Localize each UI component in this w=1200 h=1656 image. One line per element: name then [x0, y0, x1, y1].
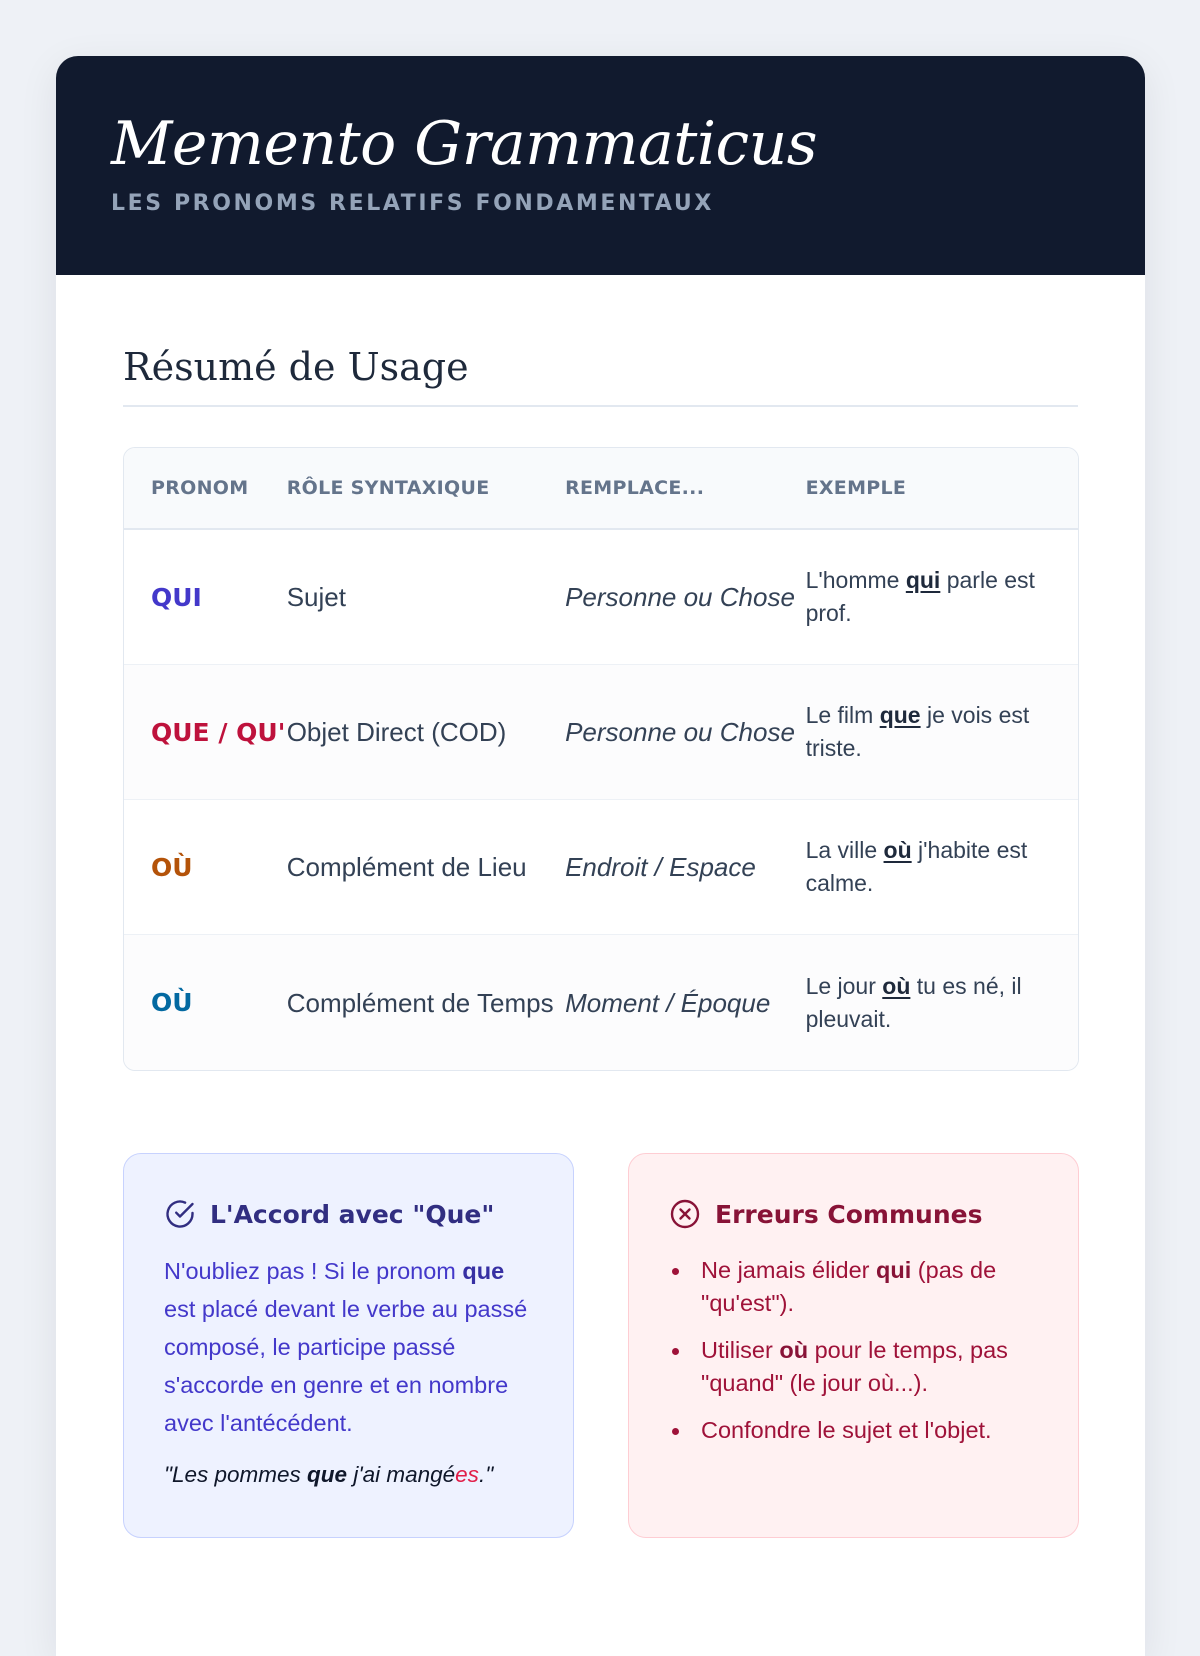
role-cell: Complément de Lieu	[286, 852, 527, 882]
list-item	[669, 1254, 1038, 1320]
error-text: Utiliser	[701, 1337, 780, 1363]
example-text: parle est prof.	[805, 567, 1035, 626]
column-header-remplace: REMPLACE...	[565, 477, 705, 499]
list-item	[669, 1334, 1038, 1400]
errors-title: Erreurs Communes	[715, 1199, 983, 1229]
exemple-cell	[806, 699, 1078, 765]
errors-list	[669, 1254, 1038, 1447]
column-header-pronom: PRONOM	[151, 477, 249, 499]
pronom-cell: OÙ	[151, 988, 193, 1017]
exemple-cell	[806, 834, 1078, 900]
table-row	[124, 800, 1078, 935]
pronom-cell: QUI	[151, 582, 202, 612]
example-pronoun: où	[882, 972, 911, 999]
role-cell: Sujet	[286, 582, 346, 612]
accord-text-part: N'oubliez pas ! Si le pronom	[164, 1258, 463, 1284]
quote-part: j'ai mangé	[347, 1462, 456, 1487]
accord-box	[123, 1153, 574, 1538]
example-pronoun: qui	[905, 567, 941, 593]
error-text: Ne jamais élider	[701, 1257, 877, 1283]
x-circle-icon	[669, 1198, 701, 1230]
example-pronoun: que	[879, 702, 921, 728]
errors-box-header	[669, 1196, 1038, 1232]
page-title: Memento Grammaticus	[111, 109, 818, 179]
table-row	[124, 530, 1078, 665]
accord-text-part: est placé devant le verbe au passé composé, le participe passé s'accorde en genre et en nombre avec l'antécédent.	[164, 1296, 528, 1436]
pronom-cell: OÙ	[151, 852, 193, 882]
list-item	[669, 1414, 1038, 1447]
role-cell: Objet Direct (COD)	[286, 717, 507, 747]
error-text: (pas de "qu'est").	[701, 1257, 997, 1316]
accord-title: L'Accord avec "Que"	[210, 1199, 495, 1229]
example-text: Le jour	[805, 972, 883, 999]
page-header	[56, 56, 1145, 275]
example-pronoun: où	[883, 837, 912, 863]
table-row	[124, 665, 1078, 800]
error-text: pour le temps, pas "quand" (le jour où...).	[701, 1337, 1008, 1396]
info-boxes	[123, 1153, 1079, 1538]
exemple-cell	[806, 564, 1078, 630]
example-text: L'homme	[805, 567, 906, 593]
exemple-cell	[806, 970, 1078, 1036]
error-bold: où	[779, 1337, 809, 1363]
quote-bold: que	[307, 1462, 348, 1487]
table-header	[124, 448, 1078, 530]
accord-box-header	[164, 1196, 533, 1232]
quote-accent: es	[455, 1462, 479, 1487]
accord-quote	[164, 1460, 533, 1490]
error-text: Confondre le sujet et l'objet.	[701, 1417, 992, 1443]
check-circle-icon	[164, 1198, 196, 1230]
column-header-role: RÔLE SYNTAXIQUE	[286, 477, 490, 499]
example-text: Le film	[805, 702, 880, 728]
example-text: La ville	[805, 837, 884, 863]
role-cell: Complément de Temps	[286, 987, 554, 1018]
quote-part: ."	[478, 1462, 494, 1487]
errors-box	[628, 1153, 1079, 1538]
remplace-cell: Moment / Époque	[565, 987, 771, 1018]
pronom-cell: QUE / QU'	[151, 717, 286, 747]
column-header-exemple: EXEMPLE	[805, 477, 907, 499]
remplace-cell: Personne ou Chose	[565, 717, 795, 747]
memento-card	[56, 56, 1145, 1656]
section-title: Résumé de Usage	[123, 345, 1078, 407]
remplace-cell: Personne ou Chose	[565, 582, 795, 612]
table-row	[124, 935, 1078, 1070]
page-subtitle: LES PRONOMS RELATIFS FONDAMENTAUX	[111, 191, 714, 216]
example-text: je vois est triste.	[805, 702, 1030, 761]
example-text: j'habite est calme.	[805, 837, 1028, 896]
usage-table	[123, 447, 1079, 1071]
accord-text-bold: que	[462, 1258, 505, 1284]
main-content	[56, 275, 1145, 1538]
error-bold: qui	[876, 1257, 912, 1283]
quote-part: "Les pommes	[164, 1462, 308, 1487]
example-text: tu es né, il pleuvait.	[805, 972, 1022, 1032]
accord-text	[164, 1252, 533, 1442]
remplace-cell: Endroit / Espace	[565, 852, 756, 882]
